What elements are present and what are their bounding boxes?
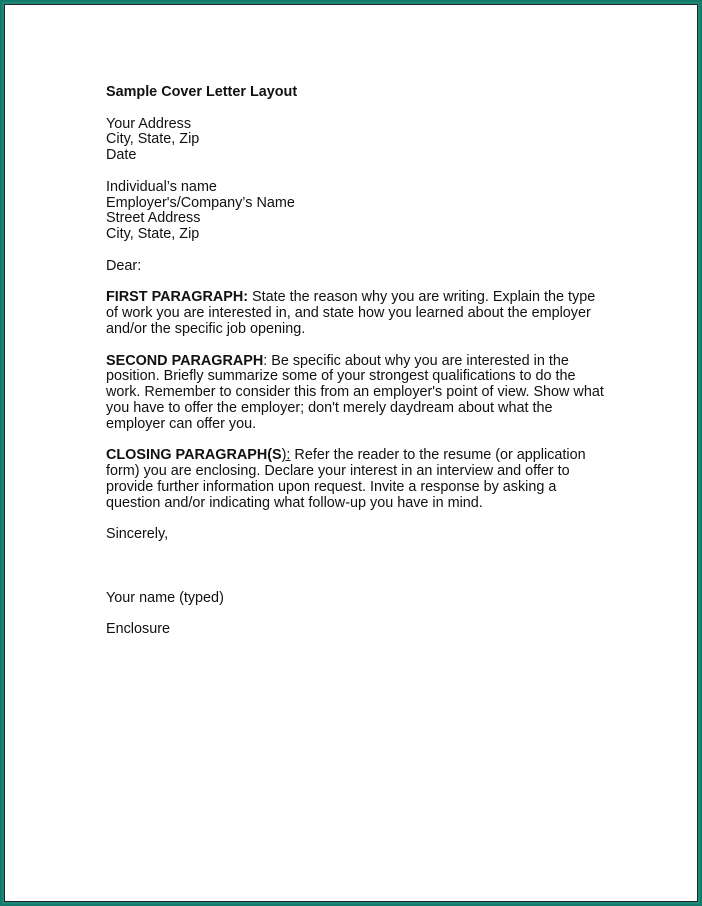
closing-paragraph-label-tail: ): [281, 447, 291, 464]
closing-word: Sincerely, [106, 526, 169, 543]
page-title: Sample Cover Letter Layout [106, 84, 298, 100]
recipient-street: Street Address [106, 210, 201, 227]
sender-date: Date [106, 147, 137, 164]
closing-paragraph [106, 448, 606, 511]
closing-paragraph-label: CLOSING PARAGRAPH(S [106, 447, 282, 464]
first-paragraph [106, 290, 606, 337]
recipient-company: Employer's/Company’s Name [106, 194, 295, 211]
sender-address: Your Address [106, 115, 192, 132]
recipient-city-state-zip: City, State, Zip [106, 226, 200, 243]
signature-space [106, 559, 606, 591]
sender-block [106, 117, 606, 164]
first-paragraph-label: FIRST PARAGRAPH: [106, 289, 249, 306]
enclosure-line: Enclosure [106, 621, 170, 638]
first-paragraph-text: State the reason why you are writing. Explain the type of work you are interested in, and state how you learned about the employer and/or the specific job opening. [106, 289, 596, 337]
recipient-block [106, 180, 606, 243]
recipient-name: Individual’s name [106, 178, 217, 195]
closing-paragraph-text: Refer the reader to the resume (or application form) you are enclosing. Declare your interest in an interview and offer to provide further information upon request. Invite a response by asking a question and/or indicating what follow-up you have in mind. [106, 447, 586, 511]
second-paragraph [106, 354, 606, 433]
sender-city-state-zip: City, State, Zip [106, 131, 200, 148]
letter-content [106, 85, 606, 654]
second-paragraph-text: : Be specific about why you are interested in the position. Briefly summarize some of your strongest qualifications to do the work. Remember to consider this from an employer's point of view. Show what you have to offer the employer; don't merely daydream about what the employer can offer you. [106, 352, 604, 432]
document-page [4, 4, 698, 902]
signature-line: Your name (typed) [106, 589, 224, 606]
second-paragraph-label: SECOND PARAGRAPH [106, 352, 264, 369]
salutation: Dear: [106, 257, 142, 274]
